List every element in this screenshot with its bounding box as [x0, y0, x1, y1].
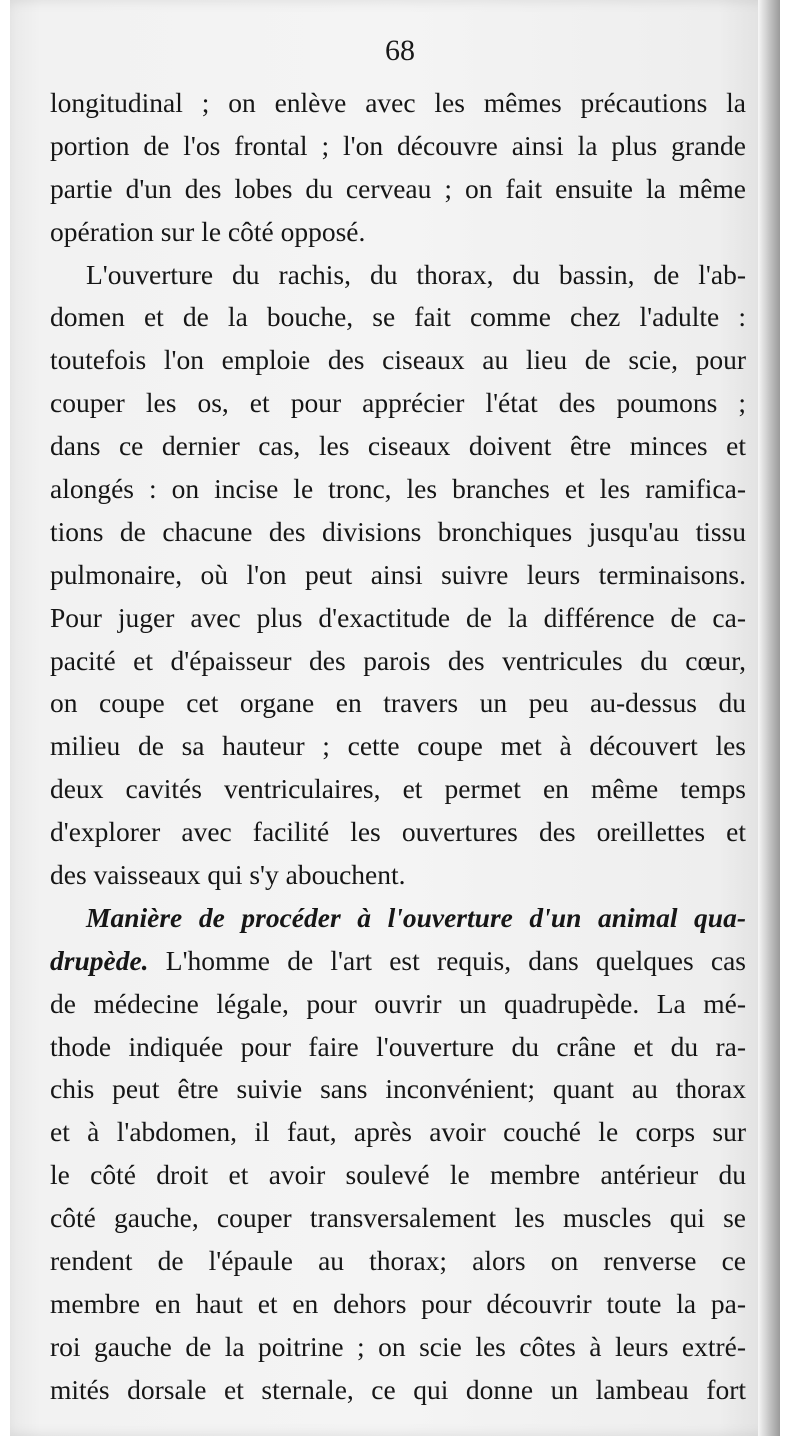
text-line: pulmonaire, où l'on peut ainsi suivre leurs terminaisons. [50, 558, 746, 590]
text-line: côté gauche, couper transversalement les muscles qui se [50, 1202, 746, 1234]
text-line [50, 940, 746, 983]
text-line: membre en haut et en dehors pour découvrir toute la pa- [50, 1287, 746, 1319]
text-line: tions de chacune des divisions bronchiques jusqu'au tissu [50, 515, 746, 547]
text-line: opération sur le côté opposé. [50, 215, 366, 247]
text-line: domen et de la bouche, se fait comme chez l'adulte : [50, 301, 746, 333]
section-heading: Manière de procéder à l'ouverture d'un animal qua- [86, 901, 746, 933]
text-line: alongés : on incise le tronc, les branches et les ramifica- [50, 473, 746, 505]
text-line: de médecine légale, pour ouvrir un quadrupède. La mé- [50, 987, 746, 1019]
text-line: mités dorsale et sternale, ce qui donne un lambeau fort [50, 1373, 746, 1405]
text-line: on coupe cet organe en travers un peu au-dessus du [50, 687, 746, 719]
text-line: pacité et d'épaisseur des parois des ventricules du cœur, [50, 644, 746, 676]
section-heading-continued: drupède. [50, 944, 149, 976]
page-number: 68 [385, 34, 415, 67]
text-line: milieu de sa hauteur ; cette coupe met à découvert les [50, 730, 746, 762]
text-line: partie d'un des lobes du cerveau ; on fait ensuite la même [50, 172, 746, 204]
text-line: Pour juger avec plus d'exactitude de la différence de ca- [50, 601, 746, 633]
text-line: et à l'abdomen, il faut, après avoir couché le corps sur [50, 1116, 746, 1148]
text-line: dans ce dernier cas, les ciseaux doivent être minces et [50, 430, 746, 462]
text-line: couper les os, et pour apprécier l'état des poumons ; [50, 387, 746, 419]
text-line: le côté droit et avoir soulevé le membre antérieur du [50, 1159, 746, 1191]
page-edge-shadow [758, 0, 780, 1436]
text-line [50, 897, 746, 940]
text-line: longitudinal ; on enlève avec les mêmes précautions la [50, 87, 746, 118]
text-line: thode indiquée pour faire l'ouverture du crâne et du ra- [50, 1030, 746, 1062]
text-line: portion de l'os frontal ; l'on découvre ainsi la plus grande [50, 129, 746, 161]
text-line: toutefois l'on emploie des ciseaux au lieu de scie, pour [50, 344, 746, 376]
text-line: L'ouverture du rachis, du thorax, du bassin, de l'ab- [86, 258, 746, 290]
text-line: roi gauche de la poitrine ; on scie les côtes à leurs extré- [50, 1330, 746, 1362]
text-line: d'explorer avec facilité les ouvertures des oreillettes et [50, 816, 746, 848]
text-line: deux cavités ventriculaires, et permet en même temps [50, 773, 746, 805]
text-line: rendent de l'épaule au thorax; alors on renverse ce [50, 1245, 746, 1277]
text-line: chis peut être suivie sans inconvénient; quant au thorax [50, 1073, 746, 1105]
text-line: des vaisseaux qui s'y abouchent. [50, 859, 406, 891]
text-fragment: L'homme de l'art est requis, dans quelques cas [165, 944, 746, 976]
body-text [50, 82, 746, 1412]
